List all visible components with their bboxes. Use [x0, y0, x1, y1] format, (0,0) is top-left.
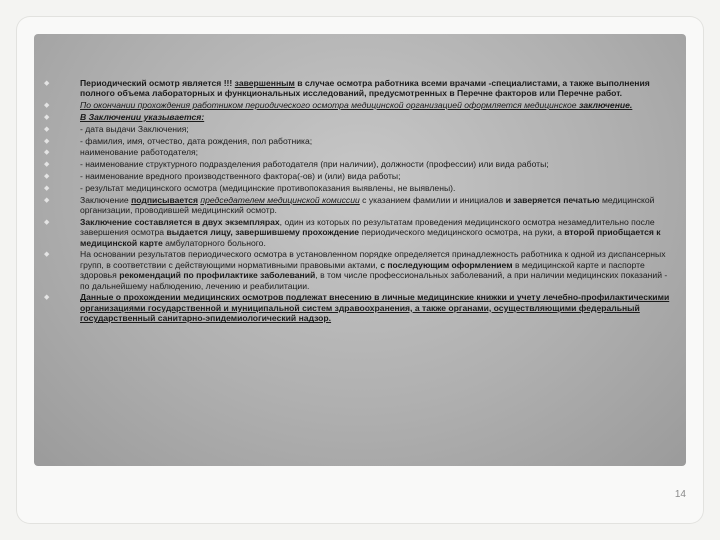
item-text: - результат медицинского осмотра (медицинские противопоказания выявлены, не выявлены). — [80, 182, 456, 193]
list-item — [44, 171, 676, 181]
item-text: - наименование структурного подразделения работодателя (при наличии), должности (профессии) или вида работы; — [80, 159, 549, 170]
item-text-emphasis: Заключение составляется в двух экземплярах — [80, 216, 280, 227]
item-text: наименование работодателя; — [80, 147, 198, 158]
diamond-bullet-icon: ◆ — [44, 251, 50, 259]
item-text-emphasis: председателем медицинской комиссии — [200, 194, 360, 205]
item-text-emphasis: с последующим оформлением — [380, 259, 513, 270]
page-number: 14 — [674, 489, 686, 500]
item-text-emphasis: выдается лицу, завершившему прохождение — [166, 227, 360, 238]
item-text-emphasis: завершенным — [234, 78, 295, 88]
content-panel — [34, 34, 686, 466]
list-item — [44, 136, 676, 146]
diamond-bullet-icon: ◆ — [44, 149, 50, 157]
diamond-bullet-icon: ◆ — [44, 80, 50, 87]
diamond-bullet-icon: ◆ — [44, 102, 50, 110]
list-item — [44, 292, 676, 323]
item-text: амбулаторного больного. — [162, 237, 266, 248]
diamond-bullet-icon: ◆ — [44, 161, 50, 169]
item-text: - фамилия, имя, отчество, дата рождения, пол работника; — [80, 135, 313, 146]
diamond-bullet-icon: ◆ — [44, 218, 50, 226]
item-text: , один из которых по результатам проведения медицинского осмотра незамедлительно после завершения осмотра — [80, 216, 655, 238]
list-item — [44, 217, 676, 248]
item-text: - дата выдачи Заключения; — [80, 123, 189, 134]
item-text: периодического медицинского осмотра, на руки, а — [359, 227, 565, 238]
item-text: В Заключении указывается: — [80, 112, 205, 122]
item-text-emphasis: рекомендаций по профилактике заболеваний — [119, 270, 316, 281]
item-text-emphasis: Данные о прохождении медицинских осмотров подлежат внесению в личные медицинские книжки и учету лечебно-профилактическими организациями государственной и муниципальной систем здравоохранения, а также органами, осуществляющими федеральный государственный санитарно-эпидемиологический надзор. — [80, 292, 670, 324]
item-text: с указанием фамилии и инициалов — [359, 194, 506, 205]
bullet-list — [44, 78, 676, 325]
item-text-emphasis: второй приобщается к медицинской карте — [80, 227, 661, 248]
diamond-bullet-icon: ◆ — [44, 114, 50, 121]
item-text: На основании результатов периодического осмотра в установленном порядке определяется принадлежность работника к одной из диспансерных групп, в соответствии с действующими нормативными правовыми актами, — [80, 249, 666, 270]
list-item — [44, 100, 676, 110]
item-text: - наименование вредного производственного фактора(-ов) и (или) вида работы; — [80, 170, 401, 181]
diamond-bullet-icon: ◆ — [44, 137, 50, 145]
item-text-emphasis: и заверяется печатью — [505, 194, 600, 205]
list-item — [44, 159, 676, 169]
diamond-bullet-icon: ◆ — [44, 184, 50, 192]
item-text: в медицинской карте и паспорте здоровья — [80, 259, 645, 281]
list-item — [44, 183, 676, 193]
item-text-emphasis: подписывается — [131, 194, 198, 205]
diamond-bullet-icon: ◆ — [44, 196, 50, 204]
list-item — [44, 112, 676, 122]
diamond-bullet-icon: ◆ — [44, 172, 50, 180]
item-text: в случае осмотра работника всеми врачами -специалистами, а также выполнения полного объема лабораторных и функциональных исследований, предусмотренных в Перечне факторов или Перечне работ. — [80, 78, 650, 99]
list-item — [44, 124, 676, 134]
list-item — [44, 195, 676, 216]
item-text: По окончании прохождения работником периодического осмотра медицинской организацией оформляется медицинское — [80, 100, 579, 111]
item-text: Заключение — [80, 194, 132, 205]
diamond-bullet-icon: ◆ — [44, 294, 50, 302]
list-item — [44, 78, 676, 99]
item-text: медицинской организации, проводившей медицинский осмотр. — [80, 194, 655, 215]
list-item — [44, 249, 676, 291]
diamond-bullet-icon: ◆ — [44, 125, 50, 133]
item-text: Периодический осмотр является !!! — [80, 78, 235, 88]
item-text: , в том числе профессиональных заболеваний, а при наличии медицинских показаний - по дальнейшему наблюдению, лечению и реабилитации. — [80, 270, 668, 291]
item-text-emphasis: заключение. — [578, 100, 633, 111]
list-item — [44, 147, 676, 157]
